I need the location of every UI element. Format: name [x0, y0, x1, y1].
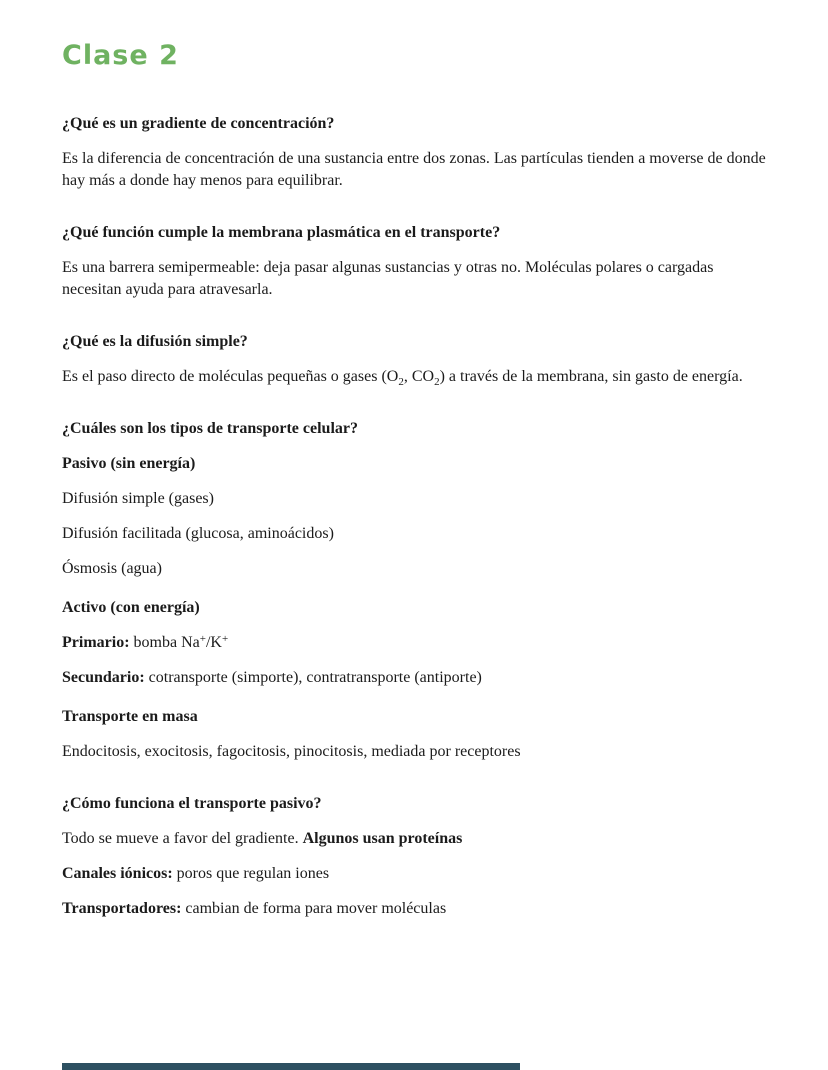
- answer-text: Todo se mueve a favor del gradiente.: [62, 830, 303, 847]
- term-label: Canales iónicos:: [62, 865, 173, 882]
- answer-paragraph: [62, 366, 768, 388]
- answer-text: Es el paso directo de moléculas pequeñas o gases (O: [62, 368, 399, 385]
- superscript-k-plus: +: [221, 633, 229, 645]
- term-text: cotransporte (simporte), contratransporte (antiporte): [144, 669, 482, 686]
- list-item-primario: [62, 632, 768, 654]
- list-item-secundario: [62, 667, 768, 689]
- question-heading: ¿Cuáles son los tipos de transporte celular?: [62, 420, 358, 437]
- question-heading: ¿Qué función cumple la membrana plasmática en el transporte?: [62, 224, 501, 241]
- question-heading: ¿Qué es un gradiente de concentración?: [62, 115, 335, 132]
- subgroup-heading-pasivo: Pasivo (sin energía): [62, 455, 196, 472]
- subscript-co2: 2: [434, 376, 440, 388]
- term-label: Transportadores:: [62, 900, 182, 917]
- term-text: cambian de forma para mover moléculas: [181, 900, 447, 917]
- question-heading: ¿Cómo funciona el transporte pasivo?: [62, 795, 322, 812]
- section-difusion-simple: [62, 331, 768, 388]
- subgroup-heading-masa: Transporte en masa: [62, 708, 198, 725]
- subscript-o2: 2: [398, 376, 404, 388]
- question-heading: ¿Qué es la difusión simple?: [62, 333, 248, 350]
- term-label: Primario:: [62, 634, 130, 651]
- list-item: Ósmosis (agua): [62, 560, 162, 577]
- list-item-canales: [62, 863, 768, 885]
- superscript-na-plus: +: [199, 633, 206, 645]
- answer-line: [62, 828, 768, 850]
- list-item: Difusión facilitada (glucosa, aminoácidos): [62, 525, 334, 542]
- term-text: poros que regulan iones: [172, 865, 330, 882]
- bottom-cutoff-bar: [62, 1063, 520, 1070]
- answer-text-bold: Algunos usan proteínas: [302, 830, 463, 847]
- list-item-transportadores: [62, 898, 768, 920]
- answer-paragraph: Es la diferencia de concentración de una sustancia entre dos zonas. Las partículas tienden a moverse de donde hay más a donde hay menos para equilibrar.: [62, 150, 766, 189]
- section-transporte-pasivo: [62, 793, 768, 920]
- answer-paragraph: Es una barrera semipermeable: deja pasar algunas sustancias y otras no. Moléculas polares o cargadas necesitan ayuda para atravesarla.: [62, 259, 714, 298]
- answer-text: ) a través de la membrana, sin gasto de energía.: [439, 368, 743, 385]
- subgroup-heading-activo: Activo (con energía): [62, 599, 200, 616]
- section-gradiente: [62, 113, 768, 192]
- list-item: Endocitosis, exocitosis, fagocitosis, pinocitosis, mediada por receptores: [62, 743, 521, 760]
- term-label: Secundario:: [62, 669, 145, 686]
- list-item: Difusión simple (gases): [62, 490, 214, 507]
- section-membrana: [62, 222, 768, 301]
- answer-text: , CO: [403, 368, 435, 385]
- section-tipos-transporte: [62, 418, 768, 763]
- term-text: /K: [205, 634, 222, 651]
- page-title: Clase 2: [62, 40, 179, 71]
- term-text: bomba Na: [129, 634, 200, 651]
